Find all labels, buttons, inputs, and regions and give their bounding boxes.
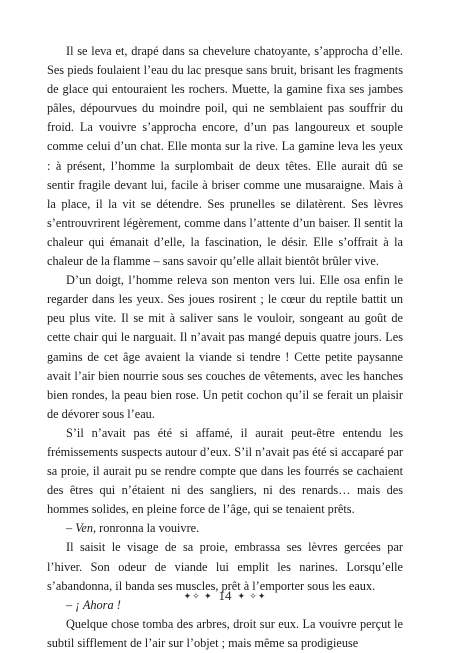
paragraph-1: Il se leva et, drapé dans sa chevelure chatoyante, s’approcha d’elle. Ses pieds foulaient l’eau du lac presque sans bruit, brisant les fragments de glace qui entouraient les rochers. Muette, la gamine fixa ses jambes pâles, dépourvues du moindre poil, qui ne semblaient pas souffrir du froid. La vouivre s’approcha encore, d’un pas langoureux et souple comme celui d’un chat. Elle monta sur la rive. La gamine leva les yeux : à présent, l’homme la surplombait de deux têtes. Elle aurait dû se sentir fragile devant lui, facile à briser comme une musaraigne. Mais à la place, il la vit se détendre. Ses prunelles se dilatèrent. Ses lèvres s’entrouvrirent légèrement, comme dans l’attente d’un baiser. Il sentit la chaleur qui émanait d’elle, la fascination, le désir. Elle s’offrait à la chaleur de la flamme – sans savoir qu’elle allait bientôt brûler vive. <box>47 44 403 269</box>
paragraph-4: Il saisit le visage de sa proie, embrassa ses lèvres gercées par l’hiver. Son odeur de viande lui emplit les narines. Lorsqu’elle s’abandonna, il banda ses muscles, prêt à l’emporter sous les eaux. <box>47 540 403 593</box>
page-footer <box>0 588 450 604</box>
paragraph-5: Quelque chose tomba des arbres, droit sur eux. La vouivre perçut le subtil sifflement de l’air sur l’objet ; mais même sa prodigieuse <box>47 616 403 650</box>
dialogue-speech: Ven, <box>75 521 97 536</box>
star-ornament-icon: ✦✧ ✦ <box>183 590 213 601</box>
dialogue-tag: ronronna la vouivre. <box>96 521 200 536</box>
star-ornament-icon: ✦ ✧✦ <box>237 590 267 601</box>
paragraph-3: S’il n’avait pas été si affamé, il aurait peut-être entendu les frémissements suspects autour d’eux. S’il n’avait pas été si accaparé par sa proie, il aurait pu se rendre compte que dans les fourrés se cachaient des êtres qui n’étaient ni des sangliers, ni des renards… mais des hommes solides, en pleine force de l’âge, qui se tenaient prêts. <box>47 425 403 517</box>
paragraph-2: D’un doigt, l’homme releva son menton vers lui. Elle osa enfin le regarder dans les yeux. Ses joues rosirent ; le cœur du reptile battit un peu plus vite. Il se mit à saliver sans le vouloir, songeant au goût de cette chair qui le narguait. Il n’avait pas mangé depuis quatre jours. Les gamins de cet âge avaient la viande si tendre ! Cette petite paysanne avait l’air bien nourrie sous ses couches de vêtements, avec les hanches bien rondes, la peau bien rose. Un petit cochon qu’il se ferait un plaisir de dévorer sous l’eau. <box>47 273 403 421</box>
page-number: 14 <box>218 588 232 604</box>
dialogue-ven <box>47 519 403 538</box>
dialogue-speech: ¡ Ahora ! <box>75 597 121 612</box>
dialogue-dash: – <box>66 521 76 536</box>
dialogue-dash: – <box>66 597 76 612</box>
body-text <box>47 42 403 653</box>
